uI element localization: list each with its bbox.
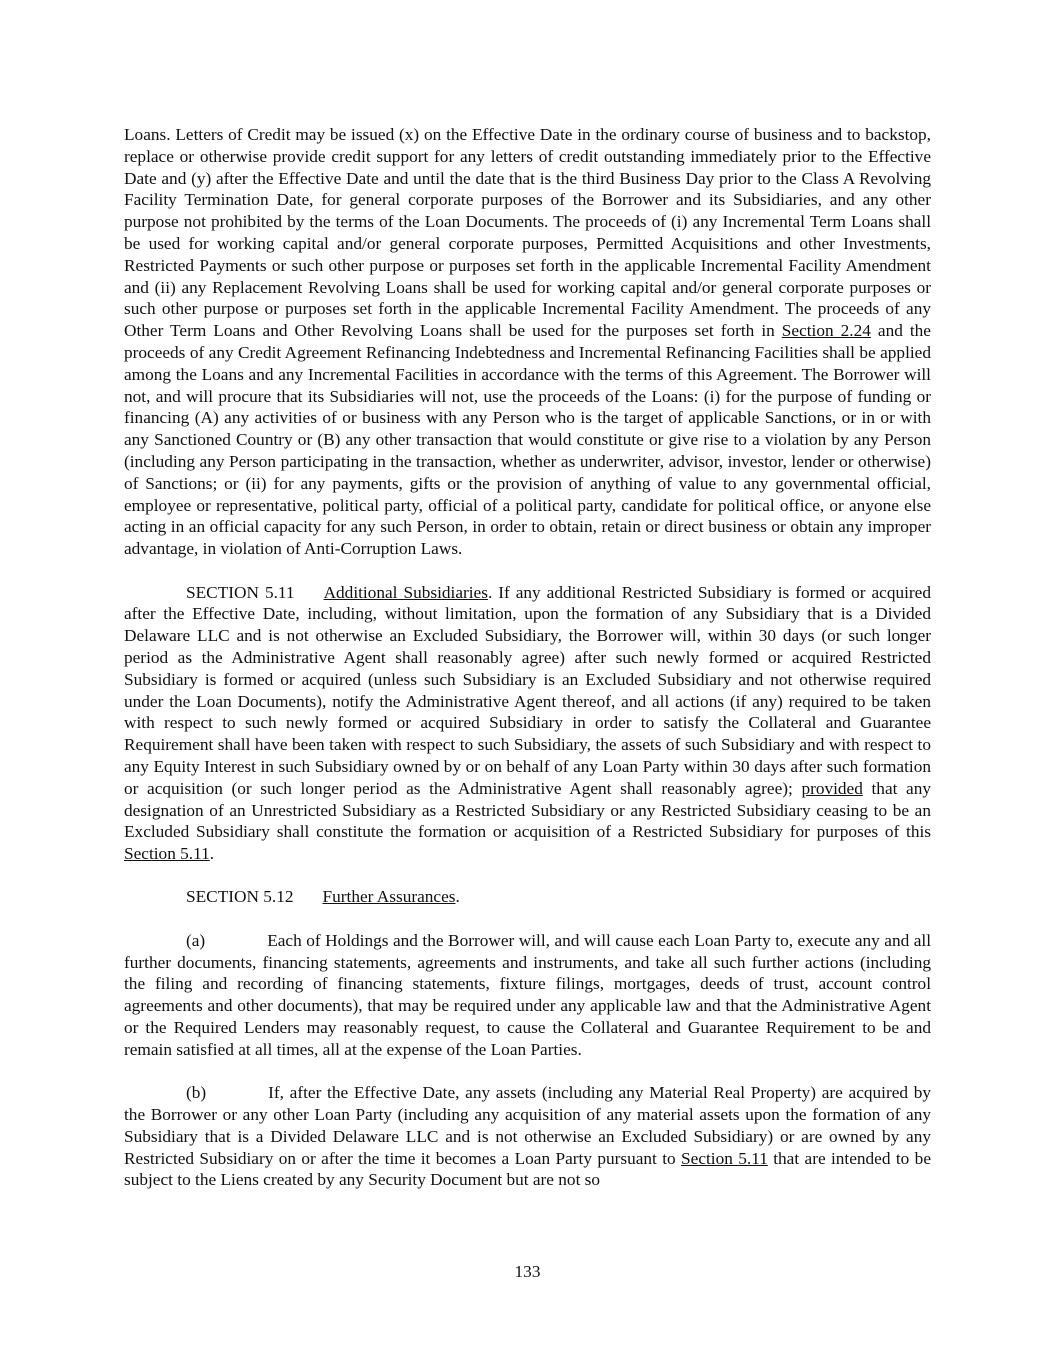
section-heading: Further Assurances <box>322 887 456 907</box>
clause-marker: (b) <box>186 1083 207 1103</box>
section-5-12-heading <box>124 886 931 908</box>
document-page <box>124 124 931 1213</box>
body-text: and the proceeds of any Credit Agreement Refinancing Indebtedness and Incremental Refinancing Facilities shall be applied among the Loans and any Incremental Facilities in accordance with the terms of this Agreement. The Borrower will not, and will procure that its Subsidiaries will not, use the proceeds of the Loans: (i) for the purpose of funding or financing (A) any activities of or business with any Person who is the target of applicable Sanctions, or in or with any Sanctioned Country or (B) any other transaction that would constitute or give rise to a violation by any Person (including any Person participating in the transaction, whether as underwriter, advisor, investor, lender or otherwise) of Sanctions; or (ii) for any payments, gifts or the provision of anything of value to any governmental official, employee or representative, political party, official of a political party, candidate for political office, or anyone else acting in an official capacity for any such Person, in order to obtain, retain or direct business or obtain any improper advantage, in violation of Anti-Corruption Laws. <box>124 321 931 559</box>
page-number: 133 <box>514 1262 541 1281</box>
body-text: . <box>455 887 460 907</box>
body-text: . If any additional Restricted Subsidiary is formed or acquired after the Effective Date, including, without limitation, upon the formation of any Subsidiary that is a Divided Delaware LLC and is not otherwise an Excluded Subsidiary, the Borrower will, within 30 days (or such longer period as the Administrative Agent shall reasonably agree) after such newly formed or acquired Restricted Subsidiary is formed or acquired (unless such Subsidiary is an Excluded Subsidiary and not otherwise required under the Loan Documents), notify the Administrative Agent thereof, and all actions (if any) required to be taken with respect to such newly formed or acquired Subsidiary in order to satisfy the Collateral and Guarantee Requirement shall have been taken with respect to such Subsidiary, the assets of such Subsidiary and with respect to any Equity Interest in such Subsidiary owned by or on behalf of any Loan Party within 30 days after such formation or acquisition (or such longer period as the Administrative Agent shall reasonably agree); <box>124 582 931 798</box>
body-text: that any designation of an Unrestricted Subsidiary as a Restricted Subsidiary or any Restricted Subsidiary ceasing to be an Excluded Subsidiary shall constitute the formation or acquisition of a Restricted Subsidiary for purposes of this <box>124 778 931 842</box>
section-heading: Additional Subsidiaries <box>323 582 488 602</box>
clause-marker: (a) <box>186 930 206 950</box>
clause-a-paragraph <box>124 930 931 1061</box>
body-text: Loans. Letters of Credit may be issued (x) on the Effective Date in the ordinary course of business and to backstop, replace or otherwise provide credit support for any letters of credit outstanding immediately prior to the Effective Date and (y) after the Effective Date and until the date that is the third Business Day prior to the Class A Revolving Facility Termination Date, for general corporate purposes of the Borrower and its Subsidiaries, and any other purpose not prohibited by the terms of the Loan Documents. The proceeds of (i) any Incremental Term Loans shall be used for working capital and/or general corporate purposes, Permitted Acquisitions and other Investments, Restricted Payments or such other purpose or purposes set forth in the applicable Incremental Facility Amendment and (ii) any Replacement Revolving Loans shall be used for working capital and/or general corporate purposes or such other purpose or purposes set forth in the applicable Incremental Facility Amendment. The proceeds of any Other Term Loans and Other Revolving Loans shall be used for the purposes set forth in <box>124 125 931 341</box>
provided-term: provided <box>801 778 863 798</box>
section-5-11-paragraph <box>124 582 931 865</box>
section-label: SECTION 5.12 <box>186 887 294 907</box>
section-reference: Section 5.11 <box>124 844 210 864</box>
section-label: SECTION 5.11 <box>186 582 295 602</box>
clause-b-paragraph <box>124 1082 931 1191</box>
paragraph-use-of-proceeds <box>124 124 931 560</box>
heading-tab <box>295 582 324 604</box>
body-text: that are intended to be subject to the Liens created by any Security Document but are not so <box>124 1148 931 1190</box>
section-reference: Section 2.24 <box>781 321 871 341</box>
body-text: . <box>209 844 215 864</box>
body-text: If, after the Effective Date, any assets (including any Material Real Property) are acquired by the Borrower or any other Loan Party (including any acquisition of any material assets upon the formation of any Subsidiary that is a Divided Delaware LLC and is not otherwise an Excluded Subsidiary) or are owned by any Restricted Subsidiary on or after the time it becomes a Loan Party pursuant to <box>124 1083 931 1168</box>
section-reference: Section 5.11 <box>681 1148 768 1168</box>
heading-tab <box>294 886 323 908</box>
body-text: Each of Holdings and the Borrower will, and will cause each Loan Party to, execute any and all further documents, financing statements, agreements and instruments, and take all such further actions (including the filing and recording of financing statements, fixture filings, mortgages, deeds of trust, account control agreements and other documents), that may be required under any applicable law and that the Administrative Agent or the Required Lenders may reasonably request, to cause the Collateral and Guarantee Requirement to be and remain satisfied at all times, all at the expense of the Loan Parties. <box>124 930 931 1059</box>
